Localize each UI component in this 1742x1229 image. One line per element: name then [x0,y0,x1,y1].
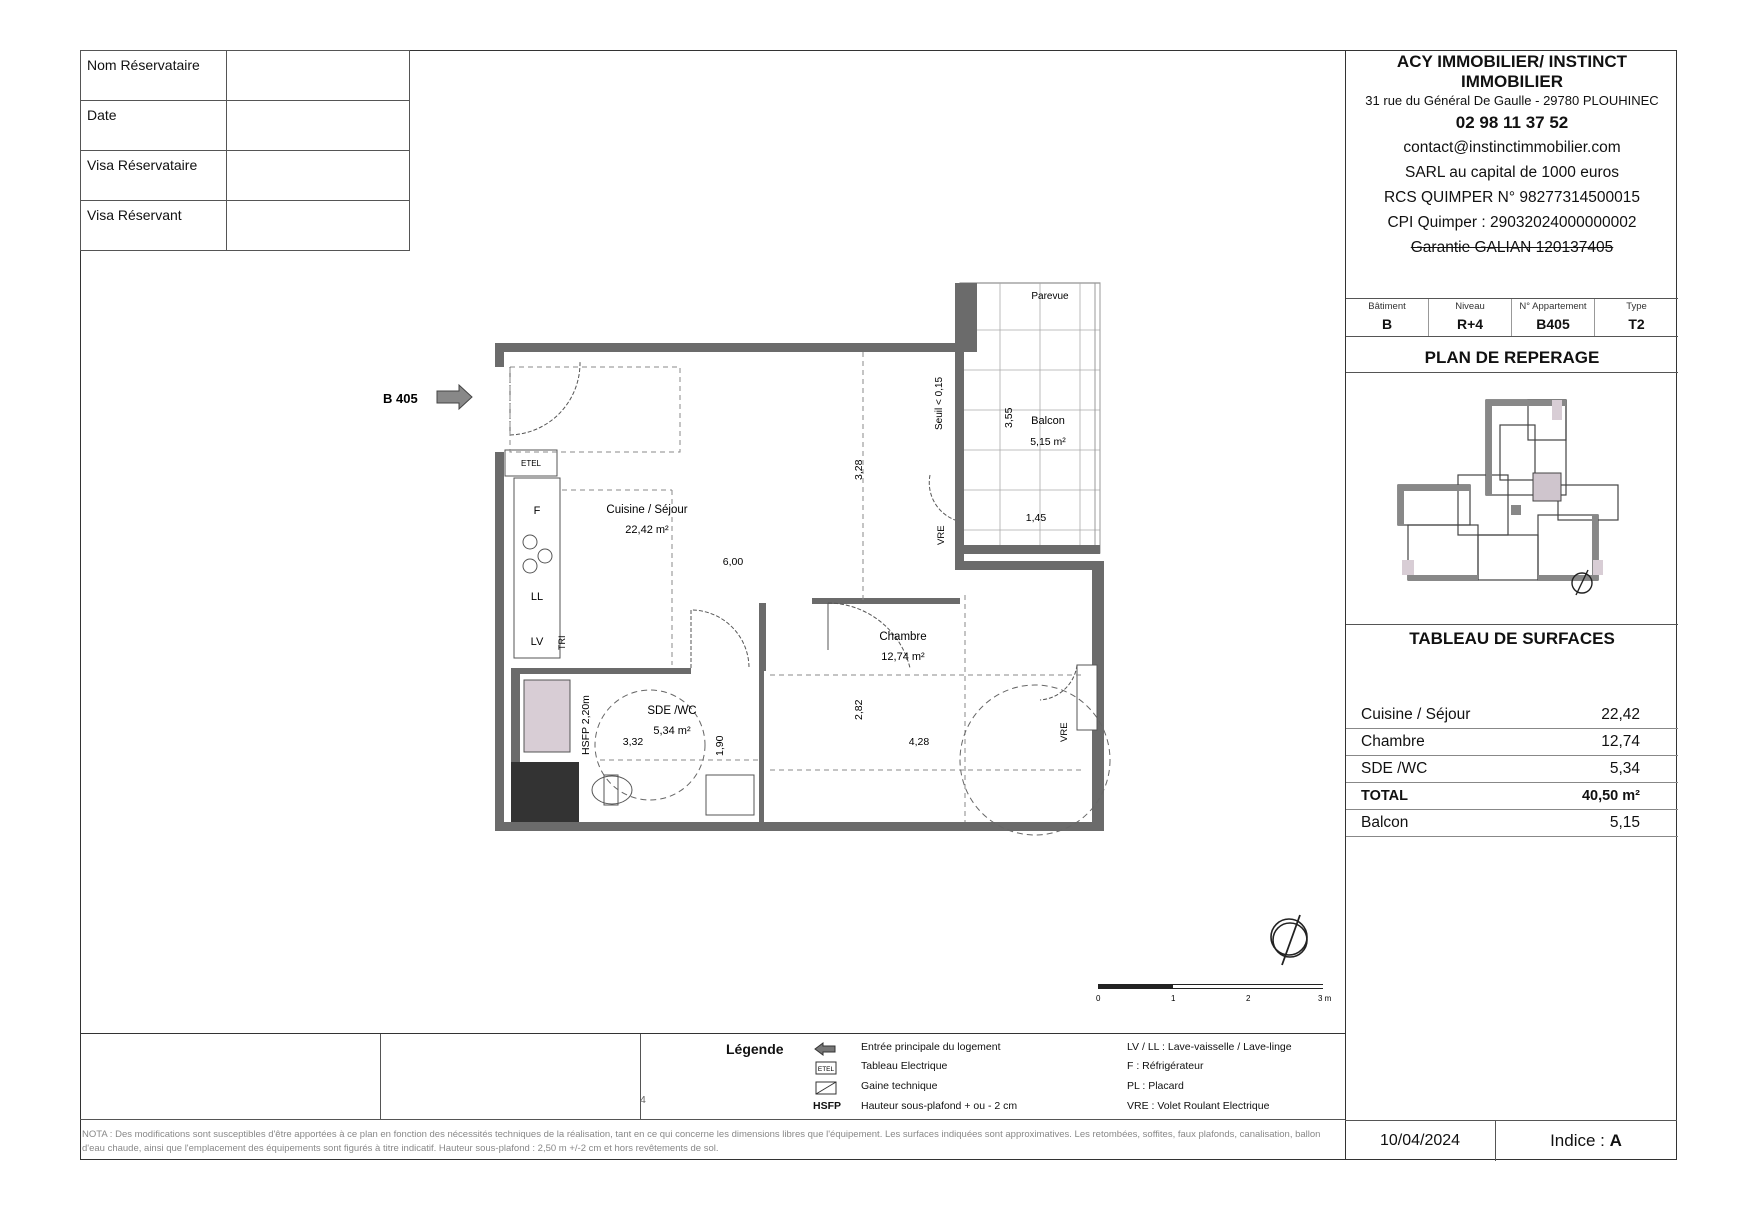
type-label: Type [1626,301,1647,312]
legend-hsfp-icon: HSFP [813,1100,842,1112]
toilet [592,776,632,804]
company-address: 31 rue du Général De Gaulle - 29780 PLOUHINEC [1365,93,1659,108]
entry-apartment-label: B 405 [383,391,418,406]
footer-date: 10/04/2024 [1345,1120,1496,1161]
fridge-label: F [533,505,541,517]
reservation-table [80,50,410,251]
company-block [1346,52,1678,260]
dim-328: 3,28 [853,459,865,480]
dim-428: 4,28 [908,736,930,748]
chambre-area: 12,74 m² [881,651,925,663]
row-visa-reservant [81,201,410,251]
lavevaisselle-label: LV [530,636,544,648]
surface-label: SDE /WC [1346,756,1531,783]
company-email[interactable]: contact@instinctimmobilier.com [1403,139,1621,156]
surface-total-label: TOTAL [1346,783,1531,810]
etel-label: ETEL [520,459,542,468]
visa-reservant-label: Visa Réservant [81,201,227,251]
appart-cell [1512,299,1595,336]
company-cpi: CPI Quimper : 29032024000000002 [1387,214,1637,231]
legend-item-hsfp: Hauteur sous-plafond + ou - 2 cm [861,1100,1018,1112]
surface-value: 5,34 [1531,756,1678,783]
niveau-label: Niveau [1455,301,1485,312]
tri-label: TRI [557,635,567,650]
visa-reservataire-label: Visa Réservataire [81,151,227,201]
company-name: ACY IMMOBILIER/ INSTINCT IMMOBILIER [1396,52,1628,91]
row-date [81,101,410,151]
surface-value: 5,15 [1531,810,1678,837]
niveau-cell [1429,299,1512,336]
balcon-area: 5,15 m² [1030,436,1066,448]
date-label: Date [81,101,227,151]
dim-332: 3,32 [622,736,644,748]
date-field[interactable] [227,101,410,151]
entry-door-swing [510,362,580,435]
indice-label: Indice : [1550,1131,1605,1150]
dim-190: 1,90 [714,735,726,756]
legend-mark: 4 [640,1094,646,1106]
appart-value: B405 [1536,316,1570,332]
vre-label-sejour: VRE [936,525,947,545]
plan-reperage-title: PLAN DE REPERAGE [1424,348,1600,367]
room-guides [510,352,1085,822]
surface-row [1346,729,1678,756]
company-phone[interactable]: 02 98 11 37 52 [1455,113,1569,132]
surface-total-row [1346,783,1678,810]
indice-value: A [1609,1131,1622,1150]
surface-value: 22,42 [1531,702,1678,729]
surfaces-title: TABLEAU DE SURFACES [1409,629,1615,648]
location-key-plan [1388,395,1628,595]
surface-row [1346,810,1678,837]
row-nom [81,51,410,101]
surfaces-table [1346,702,1678,837]
floor-plan [340,270,1332,1003]
scale-1: 1 [1171,994,1176,1003]
surface-value: 12,74 [1531,729,1678,756]
seuil-label: Seuil < 0,15 [934,376,945,430]
company-garantie: Garantie GALIAN 120137405 [1410,239,1614,256]
row-visa-reservataire [81,151,410,201]
sink [706,775,754,815]
gaine-technique [524,680,570,752]
legend-item-f: F : Réfrigérateur [1127,1060,1204,1072]
company-rcs: RCS QUIMPER N° 98277314500015 [1383,189,1641,206]
sejour-area: 22,42 m² [625,524,669,536]
nota-disclaimer: NOTA : Des modifications sont susceptibles d'être apportées à ce plan en fonction des nécessités techniques de la réalisation, tant en ce qui concerne les dimensions libres que l'équipement. Les surfaces indiquées sont approximatives. Les retombées, soffites, faux plafonds, canalisation, ballon d'eau chaude, ainsi que l'emplacement des équipements sont figurés à titre indicatif. Hauteur sous-plafond : 2,50 m +/-2 cm et hors revêtements de sol. [82,1129,1321,1154]
nom-label: Nom Réservataire [81,51,227,101]
sejour-label: Cuisine / Séjour [606,504,688,516]
parevue-label: Parevue [1031,291,1069,302]
chambre-label: Chambre [879,631,927,643]
apartment-highlight [1533,473,1561,501]
legend-title: Légende [726,1041,784,1057]
sde-label: SDE /WC [647,705,697,717]
footer-indice [1495,1120,1677,1161]
surface-row [1346,702,1678,729]
surface-row [1346,756,1678,783]
company-capital: SARL au capital de 1000 euros [1405,164,1619,181]
sde-area: 5,34 m² [653,725,691,737]
niveau-value: R+4 [1456,316,1484,332]
scale-2: 2 [1246,994,1251,1003]
surface-total-value: 40,50 m² [1531,783,1678,810]
legend-item-entree: Entrée principale du logement [861,1041,1001,1053]
entry-arrow-icon [437,385,472,409]
hsfp-label: HSFP 2,20m [580,695,592,755]
right-panel [1345,50,1678,1160]
apartment-info [1346,298,1678,337]
balcon-label: Balcon [1031,415,1065,427]
type-value: T2 [1628,316,1645,332]
dim-282: 2,82 [853,699,865,720]
surface-label: Cuisine / Séjour [1346,702,1531,729]
appart-label: N° Appartement [1519,301,1587,312]
legend-row [80,1033,1345,1120]
scale-0: 0 [1096,994,1101,1003]
batiment-label: Bâtiment [1368,301,1406,312]
legend-item-gaine: Gaine technique [861,1080,938,1092]
arrow-icon [815,1043,835,1055]
type-cell [1595,299,1678,336]
visa-reservant-field[interactable] [227,201,410,251]
visa-reservataire-field[interactable] [227,151,410,201]
batiment-value: B [1381,316,1393,332]
lavelinge-label: LL [530,591,544,603]
legend-item-pl: PL : Placard [1127,1080,1184,1092]
door-swings [691,475,1077,700]
nom-field[interactable] [227,51,410,101]
vre-label-chambre: VRE [1059,722,1070,742]
north-sign [1260,910,1350,1010]
surface-label: Chambre [1346,729,1531,756]
scale-3: 3 m [1318,994,1332,1003]
legend-item-vre: VRE : Volet Roulant Electrique [1127,1100,1270,1112]
batiment-cell [1346,299,1429,336]
surface-label: Balcon [1346,810,1531,837]
svg-text:ETEL: ETEL [817,1066,835,1073]
dim-145: 1,45 [1025,512,1047,524]
legend-item-etel: Tableau Electrique [861,1060,948,1072]
legend-item-lv-ll: LV / LL : Lave-vaisselle / Lave-linge [1127,1041,1292,1053]
dim-355: 3,55 [1003,407,1015,428]
dim-600: 6,00 [722,556,744,568]
